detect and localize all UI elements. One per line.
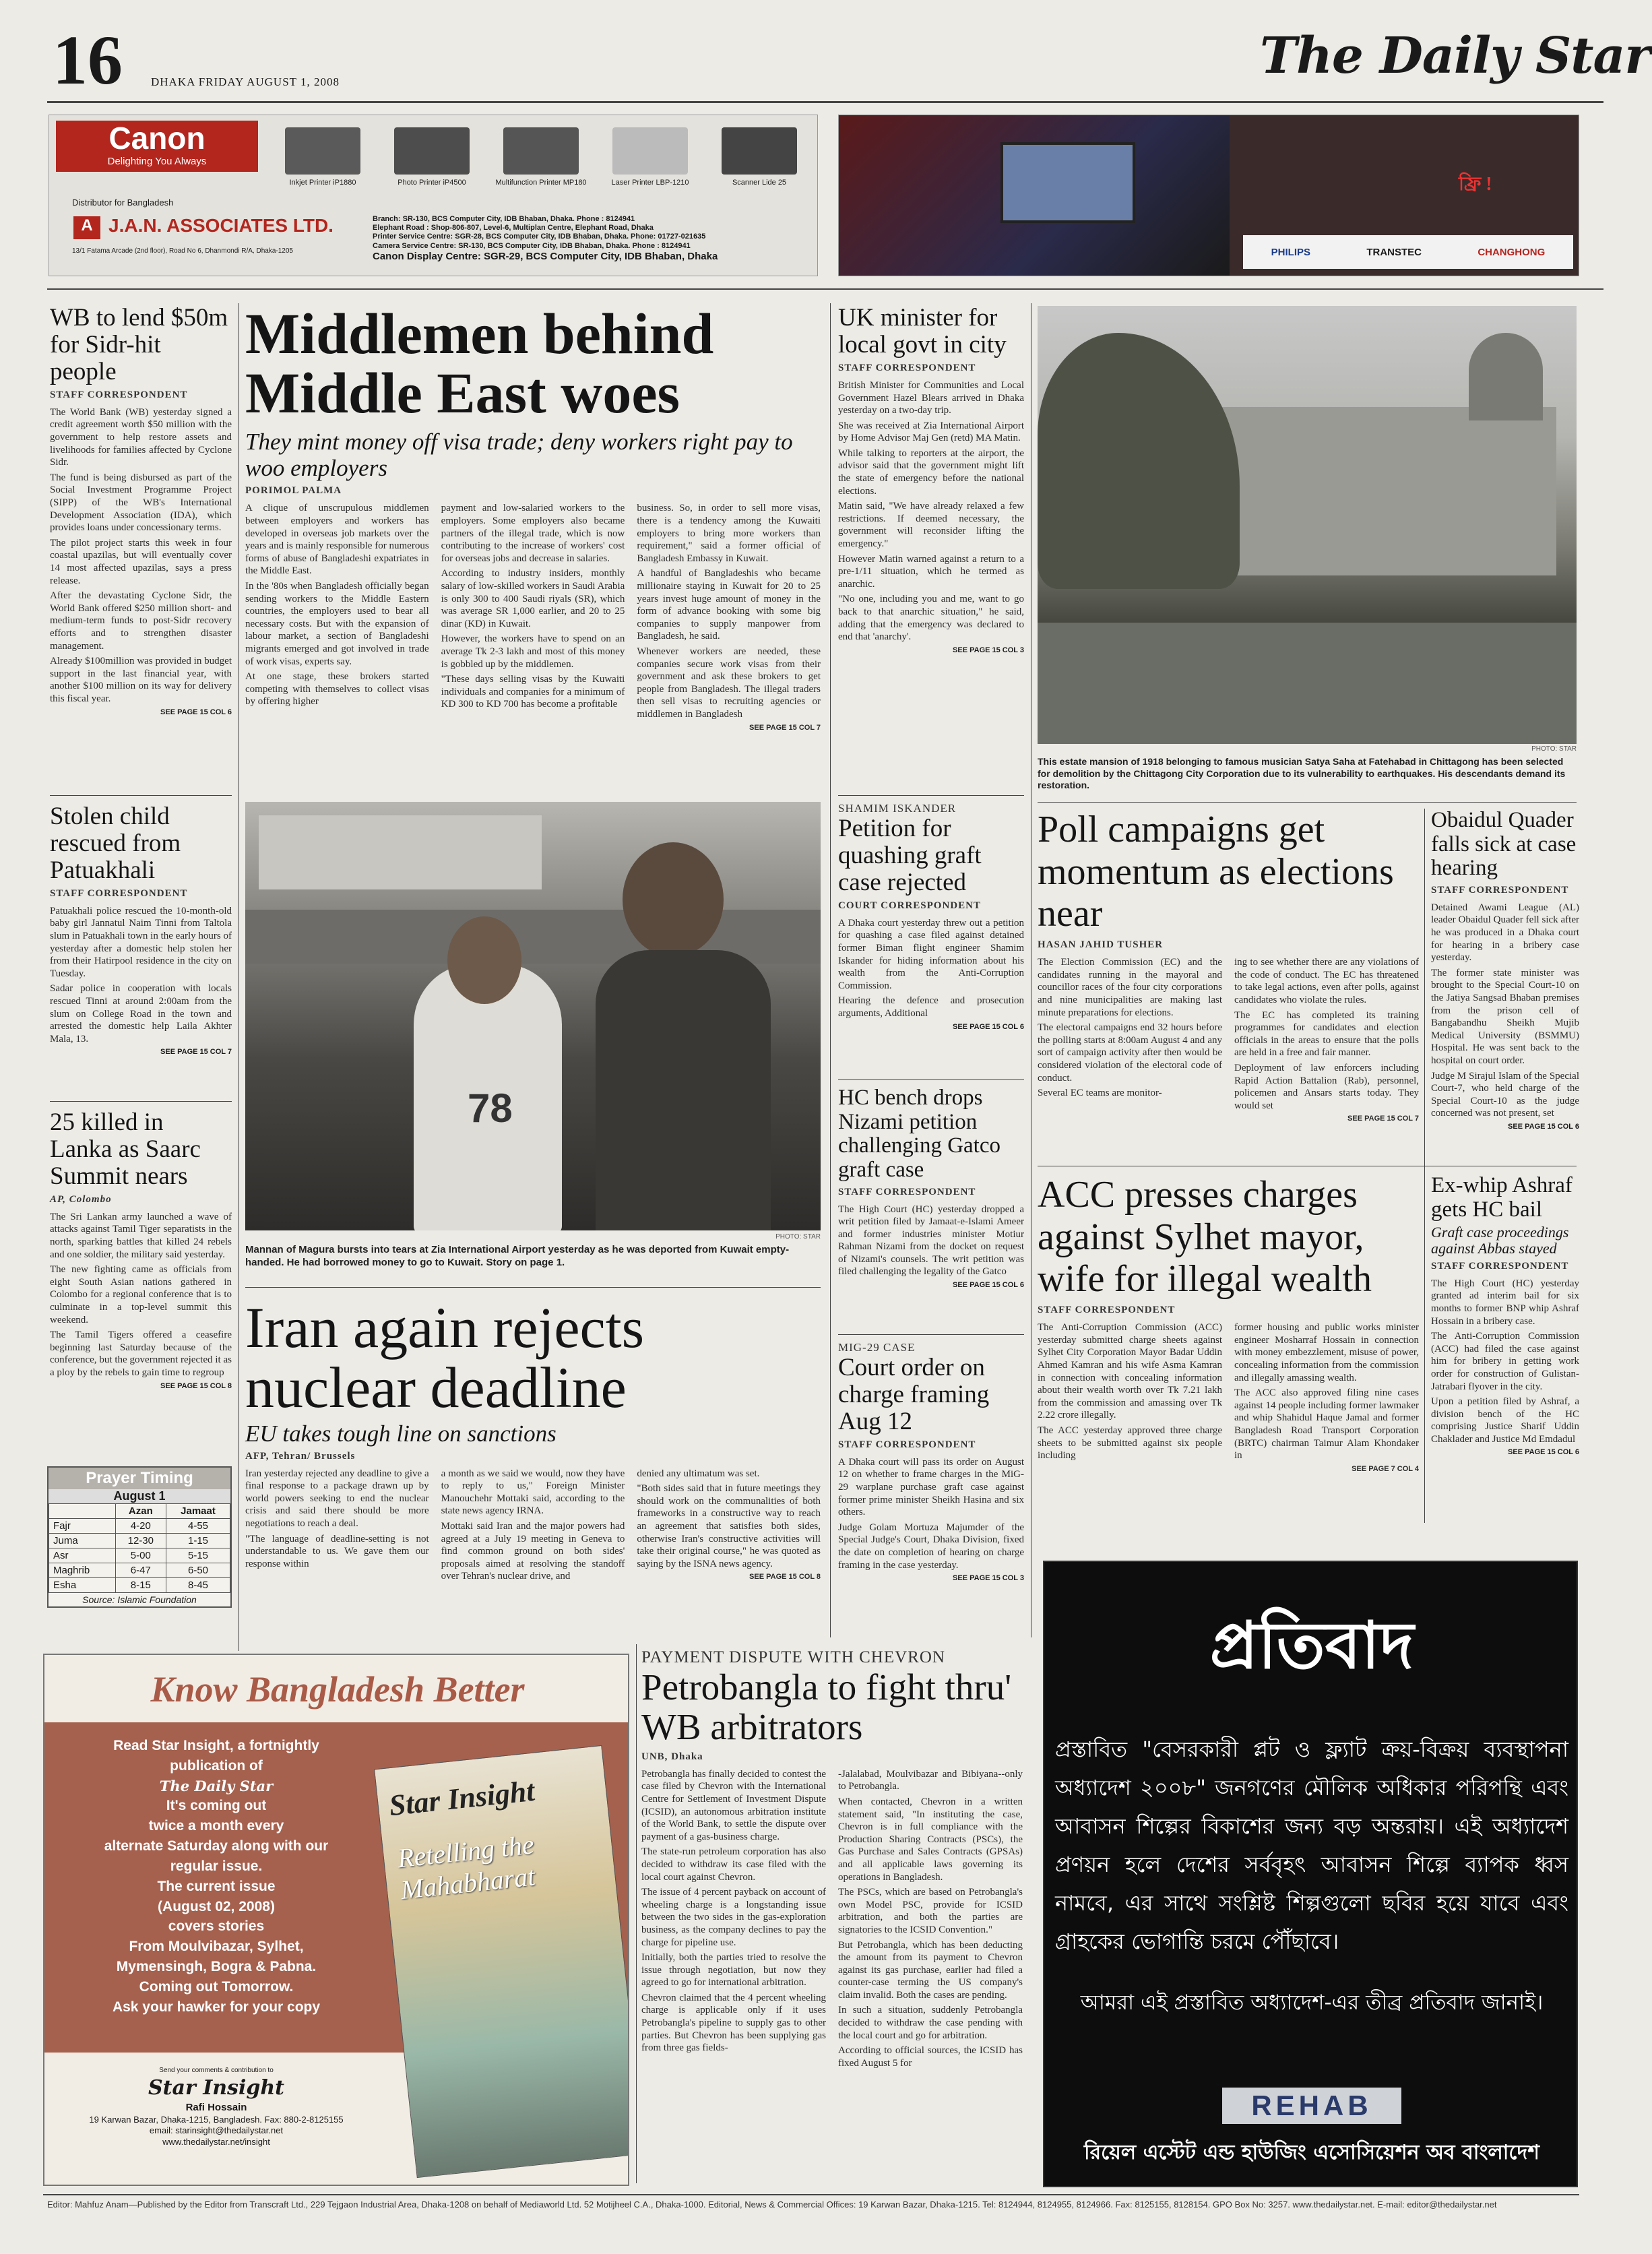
- headline: HC bench drops Nizami petition challenging Gatco graft case: [838, 1086, 1000, 1182]
- headline: Poll campaigns get momentum as elections near: [1038, 809, 1394, 935]
- byline: AFP, Tehran/ Brussels: [245, 1450, 356, 1462]
- ad-title: Know Bangladesh Better: [150, 1669, 525, 1710]
- kicker: SHAMIM ISKANDER: [838, 802, 957, 815]
- ad-demand: আমরা এই প্রস্তাবিত অধ্যাদেশ-এর তীব্র প্রতিবাদ জানাই।: [1080, 1991, 1544, 2015]
- body: The Sri Lankan army launched a wave of attacks against Tamil Tiger separatists in the north, sparking battles that killed 24 rebels and one soldier, the military said yesterday. The new fighting came as officials from eight South Asian nations gathered in Colombo for a regional conference that is to culminate in a top-level summit this weekend. The Tamil Tigers offered a ceasefire beginning last Saturday because of the conference, but the government rejected it as a ploy by the rebels to gain time to regroup: [50, 1211, 232, 1378]
- magura-photo: [245, 802, 821, 1230]
- jump-line: SEE PAGE 15 COL 3: [953, 646, 1024, 654]
- jan-logo-icon: A: [73, 216, 100, 239]
- byline: STAFF CORRESPONDENT: [838, 1186, 976, 1197]
- body: The High Court (HC) yesterday granted ad interim bail for six months to former BNP whip Ashraf Hossain in a bribery case. The Anti-Corruption Commission (ACC) had filed the case against him for bribery in getting work order for construction of Gulistan-Jatrabari flyover in the city. Upon a petition filed by Ashraf, a division bench of the HC comprising Justice Sharif Uddin Chaklader and Justice Md Emdadul: [1431, 1278, 1579, 1445]
- photo-credit: PHOTO: STAR: [1531, 745, 1577, 753]
- canon-ad: [49, 115, 818, 276]
- product-item: Inkjet Printer iP1880: [272, 123, 374, 211]
- jump-line: SEE PAGE 15 COL 6: [160, 708, 232, 716]
- dateline: DHAKA FRIDAY AUGUST 1, 2008: [151, 75, 340, 88]
- byline: STAFF CORRESPONDENT: [1431, 884, 1569, 896]
- body: A clique of unscrupulous middlemen between employers and workers has developed in overseas job markets over the years and is mainly responsible for numerous forms of abuse of Bangladeshi expatriates in the Middle East. In the '80s when Bangladesh officially began sending workers to the Middle Eastern countries, the employers used to bear all necessary costs. But with the expansion of labour market, a section of Bangladeshi migrants emerged and got involved in trade of work visas, experts say. At one stage, these brokers started competing with themselves to collect visas by offering higher payment and low-salaried workers to the employers. Some employers also became partners of the illegal trade, which is now contributing to the increase of workers' cost for overseas jobs and decrease in salaries. According to industry insiders, monthly salary of low-skilled workers in Saudi Arabia is only 300 to 400 Saudi riyals (SR), which was average SR 1,000 earlier, and 20 to 25 dinar (KD) in Kuwait. However, the workers have to spend on an average Tk 2-3 lakh and most of this money is gobbled up by the middlemen. "These days selling visas by the Kuwaiti individuals and companies for a minimum of KD 300 to KD 700 has become a profitable business. So, in order to sell more visas, there is a tendency among the Kuwaiti employers to bring more workers than requirement," said a former official of Bangladesh Embassy in Kuwait. A handful of Bangladeshis who became millionaire staying in Kuwait for 20 to 25 years invest huge amount of money in the form of advance booking with some big companies to supply manpower from Bangladesh, he said. Whenever workers are needed, these companies secure work visas from their government and ask these brokers to get people from Bangladesh. The illegal traders then sell visas to recruiting agencies or middlemen in Bangladesh SEE PAGE 15 COL 7: [245, 503, 821, 732]
- body: A Dhaka court yesterday threw out a petition for quashing a case filed against detained former Biman flight engineer Shamim Iskander for hiding information about his wealth from the Anti-Corruption Commission. Hearing the defence and prosecution arguments, Additional: [838, 917, 1024, 1020]
- product-item: Laser Printer LBP-1210: [599, 123, 701, 211]
- jump-line: SEE PAGE 15 COL 6: [1508, 1448, 1579, 1457]
- headline: Obaidul Quader falls sick at case hearing: [1431, 808, 1577, 881]
- jump-line: SEE PAGE 15 COL 3: [953, 1574, 1024, 1583]
- byline: COURT CORRESPONDENT: [838, 900, 981, 911]
- jump-line: SEE PAGE 15 COL 8: [749, 1573, 821, 1582]
- deck: Graft case proceedings against Abbas stayed: [1431, 1224, 1569, 1257]
- headline: Stolen child rescued from Patuakhali: [50, 803, 181, 884]
- byline: STAFF CORRESPONDENT: [50, 389, 188, 400]
- building-shape: [1206, 407, 1556, 575]
- article-iran: [245, 1295, 821, 1586]
- rehab-org-name: রিয়েল এস্টেট এন্ড হাউজিং এসোসিয়েশন অব বাংলাদেশ: [1083, 2141, 1539, 2164]
- body: Petrobangla has finally decided to contest the case filed by Chevron with the International Centre for Settlement of Investment Dispute (ICSID), an autonomous arbitration institute of the World Bank, to settle the dispute over payment of a gas-business charge. The state-run petroleum corporation has also decided to withdraw its case filed with the local court against Chevron. The issue of 4 percent payback on account of wheeling charge is a longstanding issue between the two sides in the gas-exploration business, as the company declines to pay the charge for pipeline use. Initially, both the parties tried to resolve the issue through negotiation, but now they agreed to go for international arbitration. Chevron claimed that the 4 percent wheeling charge is applicable only if it uses Petrobangla's pipeline to supply gas to other parties. But Chevron has been supplying gas from three gas fields- -Jalalabad, Moulvibazar and Bibiyana--only to Petrobangla. When contacted, Chevron in a written statement said, "In instituting the case, Chevron is in full compliance with the Production Sharing Contracts (PSCs), the Gas Purchase and Sales Contracts (GPSAs) and all applicable laws governing its operations in Bangladesh. The PSCs, which are based on Petrobangla's own Model PSC, provide for ICSID arbitration, and both the parties are signatories to the ICSID Convention." But Petrobangla, which has been deducting the amount from its payment to Chevron against its gas purchase, earlier had filed a counter-case terming the US company's claim invalid. Both the cases are pending. In such a situation, suddenly Petrobangla decided to withdraw the case pending with the local court and go for arbitration. According to official sources, the ICSID has fixed August 5 for: [641, 1768, 1023, 2069]
- headline: Ex-whip Ashraf gets HC bail: [1431, 1173, 1572, 1222]
- rehab-logo: REHAB: [1222, 2088, 1401, 2124]
- magura-caption: Mannan of Magura bursts into tears at Zia International Airport yesterday as he was deported from Kuwait empty-handed. He had borrowed money to go to Kuwait. Story on page 1.: [245, 1244, 790, 1268]
- article-obaidul: [1431, 809, 1579, 1131]
- cover-title: Retelling the Mahabharat: [395, 1829, 537, 1906]
- tv-brand-strip: [1243, 235, 1573, 269]
- distributor-label: Distributor for Bangladesh: [72, 197, 174, 208]
- headline: Petrobangla to fight thru' WB arbitrators: [641, 1666, 1012, 1748]
- body: The Election Commission (EC) and the candidates running in the mayoral and councillor races of the four city corporations and nine municipalities are making last minute preparations for elections. The electoral campaigns end 32 hours before the polling starts at 8:00am August 4 and any sort of campaign activity after then would be considered violation of the electoral code of conduct. Several EC teams are monitor- ing to see whether there are any violations of the code of conduct. The EC has threatened to take legal actions, even after polls, against candidates who violate the rules. The EC has completed its training programmes for candidates and election officials in the areas to ensure that the polls are held in a free and fair manner. Deployment of law enforcers including Rapid Action Battalion (Rab), personnel, policemen and Ansars starts today. They would set SEE PAGE 15 COL 7: [1038, 957, 1419, 1123]
- ad-text-lines: Read Star Insight, a fortnightly publication of The Daily Star It's coming out twice a month every alternate Saturday along with our regular issue. The current issue (August 02, 2008) covers stories From Moulvibazar, Sylhet, Mymensingh, Bogra & Pabna. Coming out Tomorrow. Ask your hawker for your copy: [104, 1738, 329, 2015]
- jump-line: SEE PAGE 15 COL 7: [749, 723, 821, 732]
- body: Detained Awami League (AL) leader Obaidul Quader fell sick after he was produced in a Dhaka court for hearing in a bribery case yesterday. The former state minister was brought to the Special Court-10 on the Jatiya Sangsad Bhaban premises from the prison cell of Bangabandhu Sheikh Mujib Medical University (BSMMU) Hospital. He was sent back to the hospital on court order. Judge M Sirajul Islam of the Special Court-7, who held charge of the Special Court-10 as the judge concerned was not present, set: [1431, 902, 1579, 1119]
- byline: STAFF CORRESPONDENT: [1038, 1305, 1176, 1316]
- headline: UK minister for local govt in city: [838, 304, 1007, 358]
- article-stolen-child: [50, 803, 232, 1056]
- body: The Anti-Corruption Commission (ACC) yesterday submitted charge sheets against Sylhet City Corporation Mayor Badar Uddin Ahmed Kamran and his wife Asma Kamran in connection with concealing information about their wealth worth over Tk 7.21 lakh from the commission and amassing over Tk 2.22 crore illegally. The ACC yesterday approved three charge sheets to be submitted against six people including former housing and public works minister engineer Mosharraf Hossain in connection with money embezzlement, misuse of power, concealing information from the commission and illegally amassing wealth. The ACC also approved filing nine cases against 14 people including former lawmaker and whip Shahidul Haque Jamal and former Bangladesh Road Transport Corporation (BRTC) chairman Taimur Alam Khondaker in SEE PAGE 7 COL 4: [1038, 1322, 1419, 1473]
- kicker: PAYMENT DISPUTE WITH CHEVRON: [641, 1648, 945, 1666]
- company-name: J.A.N. ASSOCIATES LTD.: [108, 215, 333, 236]
- article-lanka: [50, 1109, 232, 1390]
- ad-headline: প্রতিবাদ: [1209, 1608, 1414, 1683]
- headline: Court order on charge framing Aug 12: [838, 1354, 990, 1435]
- prayer-timing-box: [47, 1466, 232, 1608]
- article-nizami: [838, 1086, 1024, 1289]
- headline: WB to lend $50m for Sidr-hit people: [50, 304, 228, 385]
- cover-brand: Star Insight: [387, 1774, 536, 1823]
- jump-line: SEE PAGE 15 COL 6: [953, 1281, 1024, 1290]
- footer-imprint: Editor: Mahfuz Anam—Published by the Editor from Transcraft Ltd., 229 Tejgaon Industrial Area, Dhaka-1208 on behalf of Mediaworld Ltd. 52 Motijheel C.A., Dhaka-1000. Editorial, News & Commercial Offices: 19 Karwan Bazar, Dhaka-1215. Tel: 8124944, 8124955, 8124966. Fax: 8125155, 8128154. GPO Box No: 3257. www.thedailystar.net. E-mail: editor@thedailystar.net: [47, 2199, 1497, 2210]
- prayer-title: Prayer Timing: [49, 1468, 230, 1489]
- table-row: Esha 8-15 8-45: [49, 1578, 230, 1593]
- brand-philips: PHILIPS: [1271, 246, 1311, 258]
- product-item: Photo Printer iP4500: [381, 123, 483, 211]
- tv-ad: [838, 115, 1579, 276]
- tv-screen-icon: [1000, 142, 1135, 223]
- photo-credit: PHOTO: STAR: [775, 1233, 821, 1241]
- deck: EU takes tough line on sanctions: [245, 1420, 557, 1447]
- table-row: Juma 12-30 1-15: [49, 1534, 230, 1548]
- mansion-photo: [1038, 306, 1577, 744]
- magazine-cover: [374, 1745, 629, 2178]
- table-row: Asr 5-00 5-15: [49, 1548, 230, 1563]
- paper-name: The Daily Star: [1260, 27, 1651, 85]
- article-petrobangla: [641, 1648, 1023, 2072]
- body: Patuakhali police rescued the 10-month-old baby girl Jannatul Naim Tinni from Taltola slum in Patuakhali town in the early hours of yesterday after a domestic help stolen her from their Hatirpool residence in the city on Tuesday. Sadar police in cooperation with locals rescued Tinni at around 2:00am from the slum on College Road in the town and arrested the domestic help Laila Akhter Mala, 13.: [50, 905, 232, 1044]
- rehab-ad: [1043, 1561, 1578, 2187]
- product-item: Scanner Lide 25: [708, 123, 811, 211]
- headline: Iran again rejects nuclear deadline: [245, 1295, 645, 1420]
- body: The High Court (HC) yesterday dropped a writ petition filed by Jamaat-e-Islami Ameer and former industries minister Motiur Rahman Nizami from the docket on request of Nizami's counsels. The writ petition was filed challenging the legality of the Gatco: [838, 1203, 1024, 1278]
- article-mig29: [838, 1341, 1024, 1582]
- prayer-table: Azan Jamaat Fajr 4-20 4-55 Juma 12-30 1-15 Asr 5-00 5-15 Maghrib 6-47 6-50 Esha 8-15 8-45: [49, 1503, 230, 1593]
- table-row: Fajr 4-20 4-55: [49, 1519, 230, 1534]
- brand-changhong: CHANGHONG: [1478, 246, 1546, 258]
- jump-line: SEE PAGE 15 COL 8: [160, 1381, 232, 1390]
- jump-line: SEE PAGE 7 COL 4: [1352, 1464, 1419, 1473]
- canon-logo: Canon Delighting You Always: [56, 121, 258, 172]
- tree-shape: [1038, 333, 1240, 589]
- deck: They mint money off visa trade; deny workers right pay to woo employers: [245, 429, 793, 481]
- article-shamim: [838, 802, 1024, 1031]
- table-row: Maghrib 6-47 6-50: [49, 1563, 230, 1578]
- prayer-date: August 1: [49, 1489, 230, 1503]
- body: Iran yesterday rejected any deadline to give a final response to a package drawn up by world powers seeking to end the nuclear crisis and said there should be more negotiations to reach a deal. "The language of deadline-setting is not understandable to us. We gave them our response within a month as we said we would, now they have to reply to us," Foreign Minister Manouchehr Mottaki said, according to the state news agency IRNA. Mottaki said Iran and the major powers had agreed at a July 19 meeting in Geneva to find common ground on both sides' proposals aimed at resolving the standoff over Tehran's nuclear drive, and denied any ultimatum was set. "Both sides said that in future meetings they should work on the communalities of both frameworks in a constructive way to reach an agreement that satisfies both sides, otherwise Iran's constructive activities will take their original course," he was quoted as saying by the ISNA news agency. SEE PAGE 15 COL 8: [245, 1468, 821, 1582]
- person-figure: [596, 950, 771, 1230]
- byline: STAFF CORRESPONDENT: [838, 362, 976, 373]
- page-number: 16: [53, 22, 123, 99]
- article-acc: [1038, 1174, 1419, 1474]
- person-figure: [623, 842, 724, 957]
- headline: 25 killed in Lanka as Saarc Summit nears: [50, 1108, 201, 1190]
- article-ashraf: [1431, 1174, 1579, 1456]
- body: A Dhaka court will pass its order on August 12 on whether to frame charges in the MiG-29 warplane purchase graft case against former prime minister Sheikh Hasina and six others. Judge Golam Mortuza Majumder of the Special Judge's Court, Dhaka Division, fixed the date on completion of hearing on charge framing in the case yesterday.: [838, 1456, 1024, 1571]
- product-row: [272, 123, 811, 211]
- article-wb: [50, 305, 232, 716]
- jump-line: SEE PAGE 15 COL 7: [160, 1048, 232, 1057]
- headline: Middlemen behind Middle East woes: [245, 301, 714, 425]
- byline: AP, Colombo: [50, 1193, 112, 1205]
- star-insight-ad: [43, 1654, 629, 2186]
- article-uk-minister: [838, 305, 1024, 654]
- byline: PORIMOL PALMA: [245, 485, 342, 497]
- headline: ACC presses charges against Sylhet mayor, wife for illegal wealth: [1038, 1174, 1372, 1301]
- prayer-source: Source: Islamic Foundation: [82, 1594, 197, 1605]
- jump-line: SEE PAGE 15 COL 6: [1508, 1122, 1579, 1131]
- free-offer-text: ফ্রি !: [1459, 174, 1492, 195]
- dome-shape: [1469, 333, 1543, 420]
- byline: UNB, Dhaka: [641, 1751, 703, 1762]
- ad-body: প্রস্তাবিত "বেসরকারী প্লট ও ফ্ল্যাট ক্রয়-বিক্রয় ব্যবস্থাপনা অধ্যাদেশ ২০০৮" জনগণের মৌলিক অধিকার পরিপন্থি এবং আবাসন শিল্পের বিকাশের জন্য বড় অন্তরায়। এই অধ্যাদেশ প্রণয়ন হলে দেশের সর্ববৃহৎ আবাসন শিল্পে ব্যাপক ধ্বস নামবে, এর সাথে সংশ্লিষ্ট শিল্পগুলো ছবির হয়ে যাবে এবং গ্রাহকের ভোগান্তি চরমে পৌঁছাবে।: [1055, 1736, 1568, 1954]
- mansion-caption: This estate mansion of 1918 belonging to famous musician Satya Saha at Fatehabad in Chittagong has been selected for demolition by the Chittagong City Corporation due to its vulnerability to earthquakes. His descendants demand its restoration.: [1038, 756, 1566, 790]
- byline: STAFF CORRESPONDENT: [50, 887, 188, 899]
- byline: HASAN JAHID TUSHER: [1038, 939, 1164, 951]
- body: British Minister for Communities and Local Government Hazel Blears arrived in Dhaka yesterday on a two-day trip. She was received at Zia International Airport by Home Advisor Maj Gen (retd) MA Matin. While talking to reporters at the airport, the advisor said that the government might lift the state of emergency before the national elections. Matin said, "We have already relaxed a few restrictions. If deemed necessary, the government will reconsider lifting the emergency." However Matin warned against a return to a pre-1/11 situation, which he termed as anarchic. "No one, including you and me, want to go back to that anarchic situation," he said, adding that the emergency was declared to end that 'anarchy'.: [838, 379, 1024, 643]
- brand-transtec: TRANSTEC: [1366, 246, 1422, 258]
- product-item: Multifunction Printer MP180: [490, 123, 592, 211]
- body: The World Bank (WB) yesterday signed a credit agreement worth $50 million with the government to help restore assets and livelihoods for families affected by Cyclone Sidr. The fund is being disbursed as part of the Social Investment Programme Project (SIPP) of the WB's International Development Association (IDA), which provides loans under concessionary terms. The pilot project starts this week in four coastal upazilas, but will eventually cover 14 most affected upazilas, says a press release. After the devastating Cyclone Sidr, the World Bank offered $250 million short- and medium-term funds to post-Sidr recovery efforts and to strengthen disaster management. Already $100million was provided in budget support in the last financial year, with another $100 million on its way for delivery this fiscal year.: [50, 406, 232, 704]
- article-middlemen: [245, 301, 821, 732]
- company-address: 13/1 Fatama Arcade (2nd floor), Road No 6, Dhanmondi R/A, Dhaka-1205: [72, 247, 293, 255]
- jump-line: SEE PAGE 15 COL 6: [953, 1022, 1024, 1031]
- pond-shape: [1038, 623, 1577, 744]
- article-poll: [1038, 809, 1419, 1124]
- jump-line: SEE PAGE 15 COL 7: [1347, 1115, 1419, 1123]
- ad-contact: Send your comments & contribution to Star Insight Rafi Hossain 19 Karwan Bazar, Dhaka-1215, Bangladesh. Fax: 880-2-8125155 email: starinsight@thedailystar.net www.thedailystar.net/insight: [89, 2067, 344, 2148]
- branch-lines: Branch: SR-130, BCS Computer City, IDB Bhaban, Dhaka. Phone : 8124941 Elephant Road : Shop-806-807, Level-6, Multiplan Centre, Elephant Road, Dhaka Printer Service Centre: SGR-28, BCS Computer City, IDB Bhaban, Dhaka. Phone: 01727-021635 Camera Service Centre: SR-130, BCS Computer City, IDB Bhaban, Dhaka. Phone : 8124941 Canon Display Centre: SGR-29, BCS Computer City, IDB Bhaban, Dhaka: [373, 215, 718, 262]
- byline: STAFF CORRESPONDENT: [838, 1439, 976, 1450]
- person-figure: [447, 916, 521, 1004]
- shirt-number: 78: [468, 1086, 513, 1131]
- byline: STAFF CORRESPONDENT: [1431, 1260, 1569, 1272]
- headline: Petition for quashing graft case rejected: [838, 815, 982, 896]
- kicker: MIG-29 CASE: [838, 1341, 916, 1354]
